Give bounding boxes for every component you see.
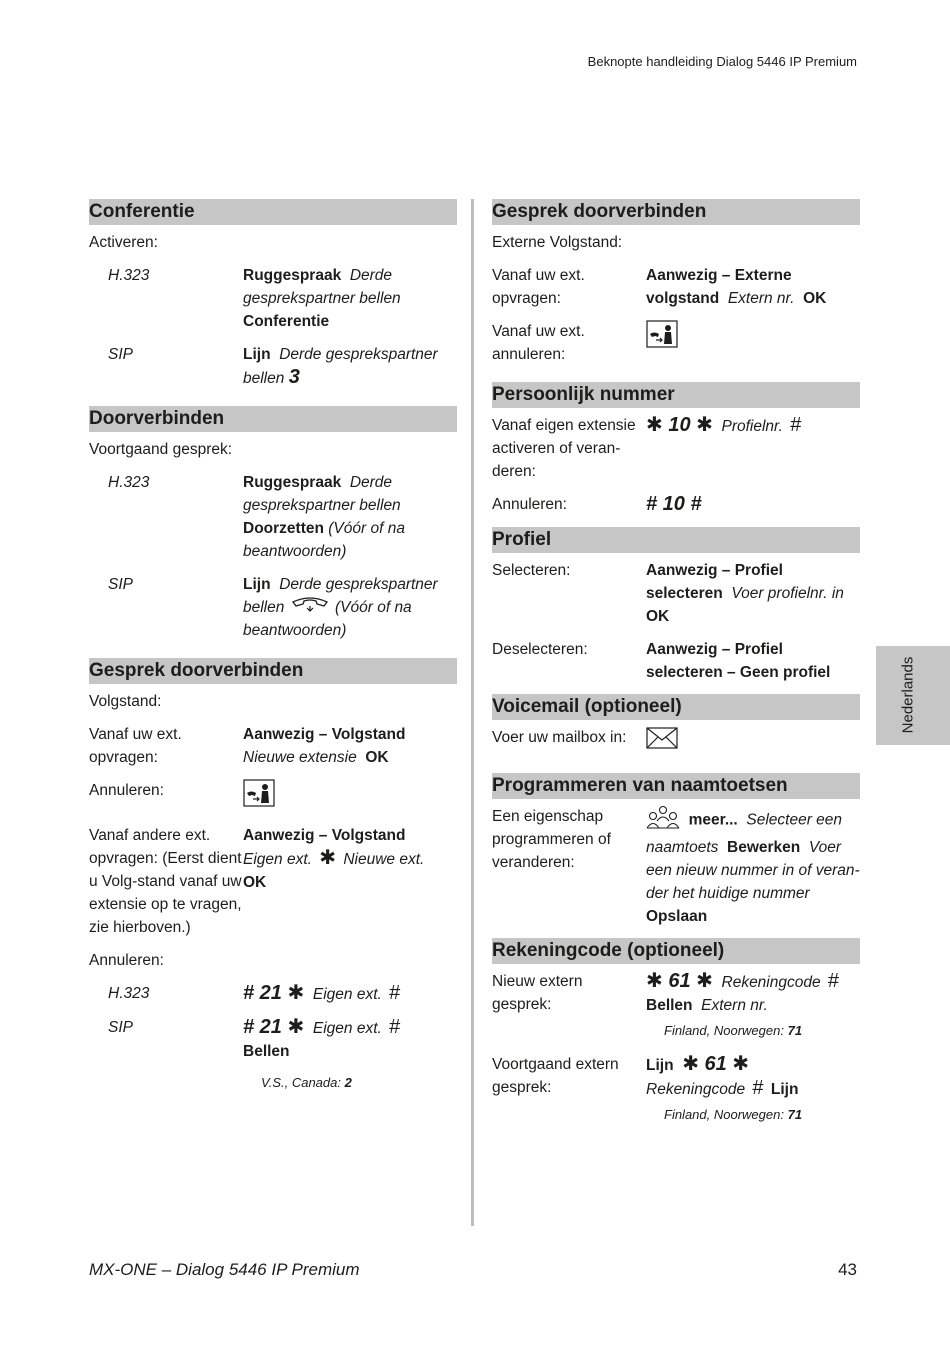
key-label: Aanwezig – Volgstand — [243, 726, 406, 744]
right-column — [492, 199, 860, 1137]
instruction-text: Eigen ext. — [312, 1020, 382, 1038]
key-label: Aanwezig – Externe volgstand — [646, 267, 792, 307]
row-label: H.323 — [108, 267, 150, 284]
column-divider — [471, 199, 474, 1226]
row-content — [646, 559, 860, 628]
instruction-text: Nieuwe extensie — [243, 749, 357, 767]
instruction-text: Derde gesprekspartner bellen — [243, 267, 401, 307]
intro-text: Voortgaand gesprek: — [89, 441, 233, 458]
row-content — [243, 471, 457, 563]
key-label: Doorzetten — [243, 520, 324, 537]
row-content — [646, 493, 860, 517]
hash-key-icon: # — [790, 414, 802, 436]
instruction-row — [89, 824, 457, 939]
row-content — [243, 1016, 457, 1063]
instruction-text: Derde gesprekspartner bellen — [243, 474, 401, 514]
page-number: 43 — [838, 1260, 857, 1279]
instruction-text: Nieuwe ext. — [343, 851, 425, 869]
key-sequence: ✱ 10 ✱ — [646, 414, 713, 436]
key-sequence: # 21 ✱ — [243, 1016, 305, 1039]
row-content — [243, 264, 457, 333]
star-key-icon: ✱ — [319, 847, 337, 870]
row-label: Nieuw extern gesprek: — [492, 973, 583, 1013]
row-label: Vanaf uw ext. opvragen: — [492, 267, 585, 307]
row-content — [243, 982, 457, 1006]
instruction-text: Voer profielnr. in — [731, 585, 844, 602]
section-heading-persoonlijk-nummer: Persoonlijk nummer — [492, 382, 860, 408]
instruction-row — [492, 264, 860, 310]
key-label: Aanwezig – Profiel selecteren – Geen profiel — [646, 641, 831, 681]
row-content — [646, 320, 860, 366]
row-label: SIP — [108, 576, 133, 593]
footnote: V.S., Canada: 2 — [261, 1075, 352, 1091]
instruction-row — [492, 559, 860, 628]
section-heading-profiel: Profiel — [492, 527, 860, 553]
row-label: Deselecteren: — [492, 641, 588, 658]
row-label: Voer uw mailbox in: — [492, 729, 627, 746]
key-label: Aanwezig – Profiel selecteren — [646, 562, 783, 602]
hash-key-icon: # — [389, 1016, 401, 1039]
instruction-row — [89, 779, 457, 814]
intro-text: Annuleren: — [89, 952, 164, 970]
row-content — [646, 414, 860, 483]
instruction-text: Derde gesprekspartner bellen — [243, 346, 438, 387]
key-label: Conferentie — [243, 313, 330, 330]
key-label: Lijn — [646, 1057, 674, 1074]
key-label: Bewerken — [727, 839, 801, 856]
section-heading-gesprek-doorverbinden-extern: Gesprek doorverbinden — [492, 199, 860, 225]
handset-down-icon — [289, 596, 331, 619]
row-content — [646, 1053, 860, 1101]
running-head: Beknopte handleiding Dialog 5446 IP Premium — [587, 54, 857, 69]
section-heading-voicemail: Voicemail (optioneel) — [492, 694, 860, 720]
instruction-text: Extern nr. — [701, 997, 768, 1014]
key-label: Aanwezig – Volgstand — [243, 827, 406, 845]
row-content — [646, 726, 860, 757]
diversion-key-icon — [243, 779, 275, 814]
key-sequence: # 10 # — [646, 493, 702, 515]
instruction-row — [492, 638, 860, 684]
section-heading-gesprek-doorverbinden: Gesprek doorverbinden — [89, 658, 457, 684]
key-sequence: # 21 ✱ — [243, 982, 305, 1005]
row-label: SIP — [108, 1019, 133, 1037]
footer-title: MX-ONE – Dialog 5446 IP Premium — [89, 1260, 360, 1279]
instruction-text: Eigen ext. — [312, 986, 382, 1004]
section-heading-doorverbinden: Doorverbinden — [89, 406, 457, 432]
intro-text: Externe Volgstand: — [492, 234, 623, 251]
key-label: Lijn — [243, 346, 271, 363]
instruction-text: Rekeningcode — [721, 974, 821, 991]
instruction-row — [492, 726, 860, 757]
instruction-row — [492, 493, 860, 517]
key-label: Bellen — [646, 997, 693, 1014]
key-label: OK — [646, 608, 670, 625]
key-label: Opslaan — [646, 908, 708, 925]
row-content — [646, 264, 860, 310]
key-sequence: ✱ 61 ✱ — [682, 1053, 750, 1075]
section-heading-conferentie: Conferentie — [89, 199, 457, 225]
row-label: SIP — [108, 346, 133, 363]
instruction-row — [492, 320, 860, 366]
key-label: Lijn — [243, 576, 271, 593]
instruction-text: Profielnr. — [721, 418, 783, 435]
instruction-row — [492, 414, 860, 483]
row-label: H.323 — [108, 985, 150, 1003]
key-label: meer... — [688, 811, 738, 829]
instruction-text: Voer een nieuw nummer in of veran-der het huidige nummer — [646, 839, 860, 902]
row-content — [243, 779, 457, 814]
hash-key-icon: # — [389, 982, 401, 1005]
section-heading-rekeningcode: Rekeningcode (optioneel) — [492, 938, 860, 964]
hash-key-icon: # — [827, 970, 840, 992]
row-content — [646, 970, 860, 1017]
row-label: Annuleren: — [492, 496, 567, 513]
instruction-row — [89, 723, 457, 769]
envelope-icon — [646, 726, 678, 757]
instruction-text: Rekeningcode — [646, 1081, 746, 1098]
instruction-text: Selecteer een naamtoets — [646, 811, 843, 856]
key-label: Ruggespraak — [243, 474, 342, 491]
instruction-row — [89, 1016, 457, 1063]
key-label: Lijn — [770, 1081, 799, 1098]
instruction-text: Eigen ext. — [243, 851, 312, 869]
instruction-row — [89, 343, 457, 390]
key-label: Bellen — [243, 1043, 290, 1061]
instruction-row — [89, 573, 457, 642]
row-label: Vanaf uw ext. opvragen: — [89, 726, 182, 767]
row-label: Vanaf andere ext. opvragen: (Eerst dient u Volg-stand vanaf uw extensie op te vragen, zie hierboven.) — [89, 827, 242, 937]
instruction-row — [492, 1053, 860, 1101]
row-label: Annuleren: — [89, 782, 164, 800]
row-label: H.323 — [108, 474, 150, 491]
language-tab — [876, 646, 950, 745]
instruction-row — [492, 970, 860, 1017]
row-label: Vanaf eigen extensie activeren of veran-deren: — [492, 417, 636, 480]
instruction-text: (Vóór of na beantwoorden) — [243, 599, 412, 640]
row-label: Selecteren: — [492, 562, 571, 579]
intro-text: Volgstand: — [89, 693, 162, 711]
row-content — [646, 638, 860, 684]
key-sequence: ✱ 61 ✱ — [646, 970, 713, 992]
instruction-row — [89, 982, 457, 1006]
diversion-key-icon — [646, 320, 678, 355]
section-heading-programmeren: Programmeren van naamtoetsen — [492, 773, 860, 799]
intro-text: Activeren: — [89, 234, 158, 251]
instruction-row — [89, 471, 457, 563]
instruction-text: Extern nr. — [727, 290, 795, 307]
row-content — [646, 805, 860, 928]
instruction-row — [492, 805, 860, 928]
key-label: OK — [365, 749, 389, 767]
instruction-row — [89, 264, 457, 333]
row-content — [243, 723, 457, 769]
key-label: OK — [243, 874, 267, 892]
row-label: Een eigenschap programmeren of veranderen: — [492, 808, 611, 871]
row-content — [243, 343, 457, 390]
language-tab-label: Nederlands — [899, 656, 917, 734]
row-label: Vanaf uw ext. annuleren: — [492, 323, 585, 363]
row-content — [243, 824, 457, 939]
digit-key: 3 — [288, 366, 300, 388]
key-label: Ruggespraak — [243, 267, 342, 284]
contacts-group-icon — [646, 805, 680, 836]
row-content — [243, 573, 457, 642]
footnote: Finland, Noorwegen: 71 — [664, 1107, 803, 1122]
footnote: Finland, Noorwegen: 71 — [664, 1023, 803, 1038]
key-label: OK — [803, 290, 827, 307]
instruction-text: Derde gesprekspartner bellen — [243, 576, 438, 616]
left-column — [89, 199, 457, 1105]
hash-key-icon: # — [752, 1077, 764, 1099]
row-label: Voortgaand extern gesprek: — [492, 1056, 619, 1096]
instruction-text: (Vóór of na beantwoorden) — [243, 520, 405, 560]
